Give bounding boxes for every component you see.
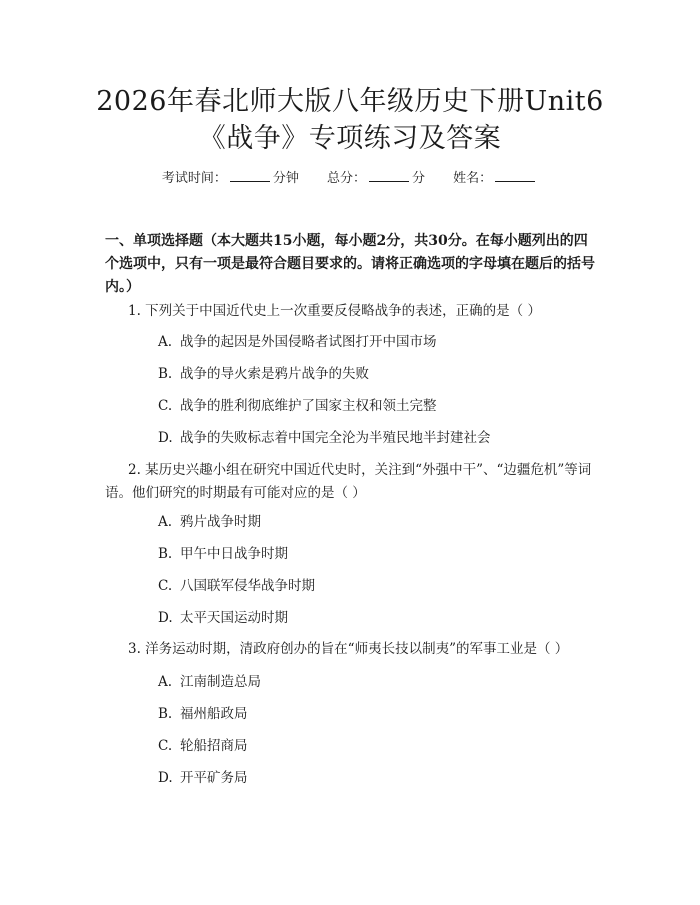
question-1-option-c[interactable] — [158, 396, 598, 416]
option-text: 战争的失败标志着中国完全沦为半殖民地半封建社会 — [180, 430, 491, 446]
option-text: 战争的胜利彻底维护了国家主权和领土完整 — [180, 398, 437, 414]
option-letter: A. — [158, 514, 173, 530]
exam-time-unit: 分钟 — [272, 171, 299, 186]
total-score-unit: 分 — [412, 171, 426, 186]
option-text: 战争的起因是外国侵略者试图打开中国市场 — [180, 334, 437, 350]
question-1-option-a[interactable] — [158, 332, 598, 352]
option-text: 战争的导火索是鸦片战争的失败 — [180, 366, 369, 382]
option-text: 八国联军侵华战争时期 — [180, 578, 315, 594]
option-text: 轮船招商局 — [180, 738, 248, 754]
option-text: 甲午中日战争时期 — [180, 546, 288, 562]
option-letter: C. — [158, 398, 173, 414]
option-letter: D. — [158, 610, 173, 626]
exam-time-blank[interactable] — [230, 168, 270, 182]
question-3-option-d[interactable] — [158, 768, 598, 788]
exam-info — [0, 168, 700, 189]
option-text: 江南制造总局 — [180, 674, 261, 690]
option-letter: B. — [158, 706, 173, 722]
exam-time-field — [162, 168, 299, 189]
question-2-option-a[interactable] — [158, 512, 598, 532]
option-text: 太平天国运动时期 — [180, 610, 288, 626]
student-name-label: 姓名： — [453, 171, 493, 186]
student-name-field — [453, 168, 538, 189]
question-1-option-d[interactable] — [158, 428, 598, 448]
question-2: 2. 某历史兴趣小组在研究中国近代史时，关注到“外强中干”、“边疆危机”等词语。他们研究的时期最有可能对应的是（ ） — [105, 462, 592, 501]
question-1-option-b[interactable] — [158, 364, 598, 384]
option-letter: B. — [158, 546, 173, 562]
question-2-option-c[interactable] — [158, 576, 598, 596]
option-text: 开平矿务局 — [180, 770, 248, 786]
option-letter: D. — [158, 430, 173, 446]
exam-time-label: 考试时间： — [161, 171, 227, 186]
option-letter: D. — [158, 770, 173, 786]
option-letter: C. — [158, 578, 173, 594]
question-3-option-b[interactable] — [158, 704, 598, 724]
section-heading: 一、单项选择题（本大题共15小题，每小题2分，共30分。在每小题列出的四个选项中，只有一项是最符合题目要求的。请将正确选项的字母填在题后的括号内。） — [105, 233, 595, 295]
question-2-option-d[interactable] — [158, 608, 598, 628]
document-title-line-2: 《战争》专项练习及答案 — [198, 123, 502, 154]
question-3: 3. 洋务运动时期，清政府创办的旨在“师夷长技以制夷”的军事工业是（ ） — [128, 641, 569, 657]
option-letter: B. — [158, 366, 173, 382]
student-name-blank[interactable] — [495, 168, 535, 182]
option-letter: A. — [158, 334, 173, 350]
option-letter: C. — [158, 738, 173, 754]
question-3-option-a[interactable] — [158, 672, 598, 692]
total-score-label: 总分： — [326, 171, 366, 186]
option-letter: A. — [158, 674, 173, 690]
option-text: 鸦片战争时期 — [180, 514, 261, 530]
question-3-option-c[interactable] — [158, 736, 598, 756]
question-2-option-b[interactable] — [158, 544, 598, 564]
document-title-line-1: 2026年春北师大版八年级历史下册Unit6 — [96, 86, 604, 117]
option-text: 福州船政局 — [180, 706, 248, 722]
total-score-field — [327, 168, 425, 189]
total-score-blank[interactable] — [369, 168, 409, 182]
question-1: 1. 下列关于中国近代史上一次重要反侵略战争的表述，正确的是（ ） — [128, 303, 541, 319]
